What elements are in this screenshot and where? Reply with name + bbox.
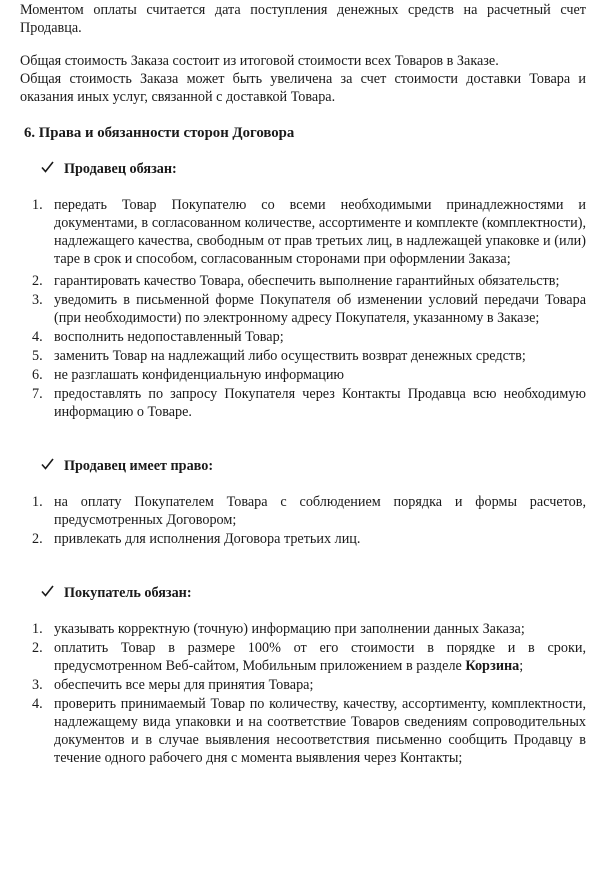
subsection-title-seller-obliged	[20, 160, 586, 178]
list-item-number: 2.	[32, 640, 43, 656]
list-item	[20, 347, 586, 365]
list-item-text: уведомить в письменной форме Покупателя об изменении условий передачи Товара (при необходимости) по электронному адресу Покупателя, указанному в Заказе;	[54, 292, 586, 326]
seller-obliged-list	[20, 196, 586, 421]
checkmark-icon	[41, 457, 55, 475]
list-item-number: 7.	[32, 386, 43, 402]
subsection-label: Продавец имеет право:	[64, 458, 214, 474]
intro-paragraph-payment-moment: Моментом оплаты считается дата поступления денежных средств на расчетный счет Продавца.	[20, 2, 586, 36]
list-item	[20, 291, 586, 327]
subsection-label: Покупатель обязан:	[64, 585, 192, 601]
list-item	[20, 196, 586, 268]
section-heading: 6. Права и обязанности сторон Договора	[24, 125, 295, 141]
list-item	[20, 639, 586, 675]
list-item-text-part: ;	[519, 658, 524, 674]
subsection-label: Продавец обязан:	[64, 161, 177, 177]
list-item-number: 3.	[32, 677, 43, 693]
list-item-number: 2.	[32, 273, 43, 289]
list-item-text: заменить Товар на надлежащий либо осуществить возврат денежных средств;	[54, 348, 526, 364]
buyer-obliged-list	[20, 620, 586, 767]
checkmark-icon	[41, 584, 55, 602]
list-item-number: 4.	[32, 329, 43, 345]
list-item-text: не разглашать конфиденциальную информацию	[54, 367, 345, 383]
list-item	[20, 493, 586, 529]
list-item	[20, 385, 586, 421]
document-page	[20, 0, 586, 768]
list-item-number: 2.	[32, 531, 43, 547]
list-item-number: 1.	[32, 494, 43, 510]
list-item-text: обеспечить все меры для принятия Товара;	[54, 677, 314, 693]
list-item	[20, 272, 586, 290]
list-item-text: на оплату Покупателем Товара с соблюдением порядка и формы расчетов, предусмотренных Договором;	[54, 494, 586, 528]
list-item-text: указывать корректную (точную) информацию при заполнении данных Заказа;	[54, 621, 525, 637]
list-item-text: проверить принимаемый Товар по количеству, качеству, ассортименту, комплектности, надлежащему вида упаковки и на соответствие Товаров сведениям сопроводительных документов и в случае выявления несоответствия письменно сообщить Продавцу в течение одного рабочего дня с момента выявления через Контакты;	[54, 696, 586, 766]
cart-section-name: Корзина	[465, 658, 520, 674]
list-item-text-part: оплатить Товар в размере 100% от его стоимости в порядке и в сроки, предусмотренном Веб-сайтом, Мобильным приложением в разделе	[54, 640, 586, 674]
list-item-number: 4.	[32, 696, 43, 712]
list-item	[20, 695, 586, 767]
list-item-number: 3.	[32, 292, 43, 308]
intro-paragraph-total-cost: Общая стоимость Заказа состоит из итоговой стоимости всех Товаров в Заказе.	[20, 53, 499, 69]
list-item-text: гарантировать качество Товара, обеспечить выполнение гарантийных обязательств;	[54, 273, 560, 289]
list-item-text	[54, 639, 586, 675]
seller-rights-list	[20, 493, 586, 548]
subsection-title-buyer-obliged	[20, 584, 586, 602]
list-item	[20, 676, 586, 694]
list-item-number: 6.	[32, 367, 43, 383]
subsection-title-seller-rights	[20, 457, 586, 475]
checkmark-icon	[41, 160, 55, 178]
list-item-text: привлекать для исполнения Договора третьих лиц.	[54, 531, 361, 547]
list-item-text: предоставлять по запросу Покупателя через Контакты Продавца всю необходимую информацию о Товаре.	[54, 386, 586, 420]
list-item-text: передать Товар Покупателю со всеми необходимыми принадлежностями и документами, в согласованном количестве, ассортименте и комплекте (комплектности), надлежащего качества, свободным от прав третьих лиц, в надлежащей упаковке и (или) таре в срок и способом, согласованным сторонами при оформлении Заказа;	[54, 197, 586, 267]
intro-paragraph-cost-increase: Общая стоимость Заказа может быть увеличена за счет стоимости доставки Товара и оказания иных услуг, связанной с доставкой Товара.	[20, 71, 586, 105]
list-item-number: 1.	[32, 621, 43, 637]
list-item-text: восполнить недопоставленный Товар;	[54, 329, 284, 345]
list-item	[20, 328, 586, 346]
list-item	[20, 620, 586, 638]
list-item-number: 1.	[32, 197, 43, 213]
list-item	[20, 366, 586, 384]
list-item	[20, 530, 586, 548]
list-item-number: 5.	[32, 348, 43, 364]
